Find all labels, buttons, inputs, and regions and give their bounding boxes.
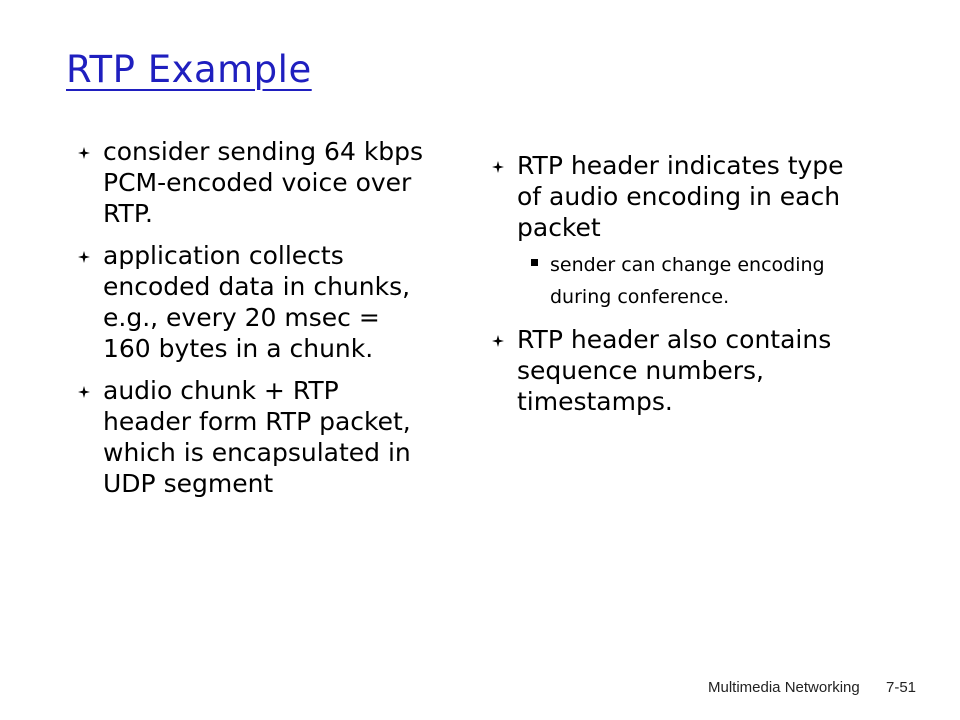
sub-bullet-list <box>517 249 872 313</box>
four-point-star-icon <box>78 386 90 398</box>
bullet-item <box>78 375 430 499</box>
four-point-star-icon <box>492 335 504 347</box>
footer-page-number: 7-51 <box>886 679 917 696</box>
bullet-text: RTP header also contains sequence numbers, timestamps. <box>517 325 832 416</box>
bullet-item <box>492 150 872 313</box>
four-point-star-icon <box>492 161 504 173</box>
bullet-text: audio chunk + RTP header form RTP packet, which is encapsulated in UDP segment <box>103 376 411 498</box>
square-icon <box>531 259 538 266</box>
bullet-text: application collects encoded data in chunks, e.g., every 20 msec = 160 bytes in a chunk. <box>103 241 411 363</box>
footer-chapter: Multimedia Networking <box>708 679 860 696</box>
sub-bullet-text: sender can change encoding during conference. <box>550 254 825 308</box>
four-point-star-icon <box>78 251 90 263</box>
bullet-item <box>78 136 430 229</box>
bullet-item <box>78 240 430 364</box>
left-bullet-list <box>78 136 430 510</box>
four-point-star-icon <box>78 147 90 159</box>
bullet-text: consider sending 64 kbps PCM-encoded voice over RTP. <box>103 137 424 228</box>
right-bullet-list <box>492 150 872 428</box>
bullet-text: RTP header indicates type of audio encoding in each packet <box>517 151 844 242</box>
slide-title: RTP Example <box>66 48 312 91</box>
bullet-item <box>492 324 872 417</box>
sub-bullet-item <box>517 249 872 313</box>
